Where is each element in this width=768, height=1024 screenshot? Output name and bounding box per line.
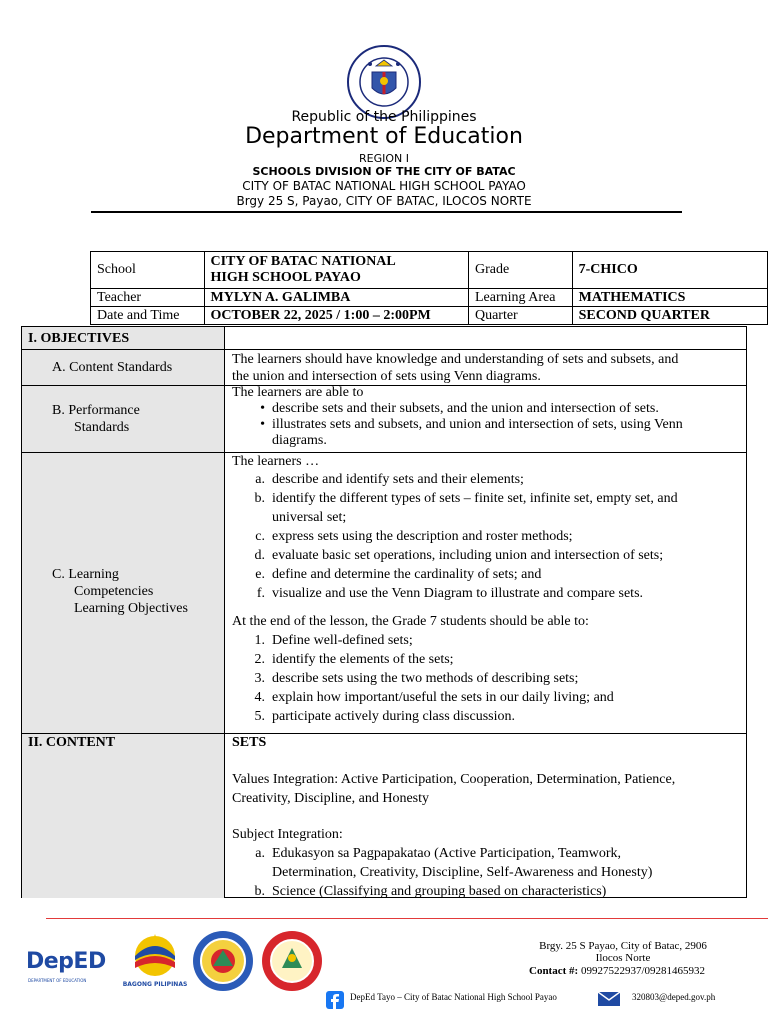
school-value: CITY OF BATAC NATIONAL HIGH SCHOOL PAYAO: [204, 252, 468, 289]
header-divider: [91, 211, 682, 213]
division-seal-icon: [192, 930, 254, 992]
competency-item: describe and identify sets and their elements;: [272, 472, 524, 487]
bagong-pilipinas-logo-icon: [122, 930, 188, 980]
objectives-heading: I. OBJECTIVES: [28, 331, 130, 346]
content-topic: SETS: [232, 735, 267, 750]
deped-logo: DepED: [26, 949, 106, 974]
lesson-plan-table: [21, 326, 747, 898]
objective-item: participate actively during class discussion.: [272, 709, 515, 724]
area-label: Learning Area: [468, 289, 572, 307]
region-line: REGION I: [359, 152, 409, 165]
performance-item: describe sets and their subsets, and the union and intersection of sets.: [272, 401, 659, 416]
area-value: MATHEMATICS: [572, 289, 767, 307]
objective-item: describe sets using the two methods of describing sets;: [272, 671, 579, 686]
grade-value: 7-CHICO: [572, 252, 767, 289]
email-icon: [598, 992, 620, 1006]
competency-item: evaluate basic set operations, including union and intersection of sets;: [272, 548, 664, 563]
competency-item: identify the different types of sets – finite set, infinite set, empty set, and: [272, 491, 678, 506]
facebook-link[interactable]: DepEd Tayo – City of Batac National High School Payao: [350, 992, 557, 1002]
subject-integration-intro: Subject Integration:: [232, 827, 343, 842]
facebook-icon[interactable]: [326, 991, 344, 1009]
performance-item: illustrates sets and subsets, and union and intersection of sets, using Venn: [272, 417, 683, 432]
bagong-pilipinas-text: BAGONG PILIPINAS: [122, 981, 188, 988]
footer-divider: [46, 918, 768, 919]
date-value: OCTOBER 22, 2025 / 1:00 – 2:00PM: [204, 307, 468, 325]
footer-address: Brgy. 25 S Payao, City of Batac, 2906 Ilocos Norte: [539, 940, 707, 964]
quarter-label: Quarter: [468, 307, 572, 325]
address-line: Brgy 25 S, Payao, CITY OF BATAC, ILOCOS NORTE: [236, 194, 532, 208]
grade-label: Grade: [468, 252, 572, 289]
subject-item: Edukasyon sa Pagpapakatao (Active Participation, Teamwork,: [272, 846, 622, 861]
objective-item: identify the elements of the sets;: [272, 652, 454, 667]
department-title: Department of Education: [245, 124, 523, 149]
content-text: SETS Values Integration: Active Participation, Cooperation, Determination, Patience, Creativity, Discipline, and Honesty Subject Integration: a. Edukasyon sa Pagpapakatao (Active Participation, Teamwork, Determination, Creativity, Discipline, Self-Awareness and Honesty) b. Science (Classifying and grouping based on characteristics): [225, 733, 746, 901]
school-line: CITY OF BATAC NATIONAL HIGH SCHOOL PAYAO: [242, 179, 526, 193]
performance-standards-text: The learners are able to • describe sets and their subsets, and the union and intersection of sets. • illustrates sets and subsets, and union and intersection of sets, using Venn diagrams.: [225, 385, 746, 449]
objective-item: Define well-defined sets;: [272, 633, 413, 648]
content-standards-text: The learners should have knowledge and understanding of sets and subsets, and the union and intersection of sets using Venn diagrams.: [232, 352, 679, 384]
quarter-value: SECOND QUARTER: [572, 307, 767, 325]
school-label: School: [91, 252, 205, 289]
learning-competencies-text: The learners … a. describe and identify sets and their elements; b. identify the different types of sets – finite set, infinite set, empty set, and universal set; c. express sets using the description and roster methods; d. evaluate basic set operations, including union and intersection of sets; e. define and determine the cardinality of sets; and f. visualize and use the Venn Diagram to illustrate and compare sets. At the end of the lesson, the Grade 7 students should be able to: 1. Define well-defined sets; 2. identify the elements of the sets; 3. describe sets using the two methods of describing sets; 4. explain how important/useful the sets in our daily living; and 5. participate actively during class discussion.: [225, 453, 746, 726]
objective-item: explain how important/useful the sets in our daily living; and: [272, 690, 614, 705]
footer-contact: Contact #: 09927522937/09281465932: [529, 965, 705, 977]
values-integration: Values Integration: Active Participation, Cooperation, Determination, Patience,: [232, 772, 676, 787]
republic-line: Republic of the Philippines: [291, 109, 477, 125]
content-label-column: [22, 733, 225, 898]
subject-item: Science (Classifying and grouping based on characteristics): [272, 884, 607, 899]
objectives-label-column: [22, 327, 225, 733]
subject-item: Determination, Creativity, Discipline, Self-Awareness and Honesty): [272, 865, 653, 880]
learning-competencies-label: C. Learning Competencies Learning Objectives: [52, 567, 188, 616]
lesson-info-table: [90, 251, 768, 325]
competency-item: universal set;: [272, 510, 347, 525]
performance-item-cont: diagrams.: [272, 433, 327, 448]
performance-standards-label: B. Performance Standards: [52, 403, 140, 435]
competency-item: express sets using the description and roster methods;: [272, 529, 573, 544]
date-label: Date and Time: [91, 307, 205, 325]
email-link[interactable]: 320803@deped.gov.ph: [632, 992, 716, 1002]
teacher-label: Teacher: [91, 289, 205, 307]
competency-item: define and determine the cardinality of sets; and: [272, 567, 542, 582]
end-of-lesson-intro: At the end of the lesson, the Grade 7 students should be able to:: [232, 614, 589, 629]
deped-logo-subtext: DEPARTMENT OF EDUCATION: [28, 978, 87, 983]
content-heading: II. CONTENT: [28, 735, 116, 750]
teacher-value: MYLYN A. GALIMBA: [204, 289, 468, 307]
school-seal-icon: [259, 930, 325, 992]
competency-item: visualize and use the Venn Diagram to illustrate and compare sets.: [272, 586, 644, 601]
division-line: SCHOOLS DIVISION OF THE CITY OF BATAC: [252, 165, 516, 178]
content-standards-label: A. Content Standards: [52, 360, 173, 375]
